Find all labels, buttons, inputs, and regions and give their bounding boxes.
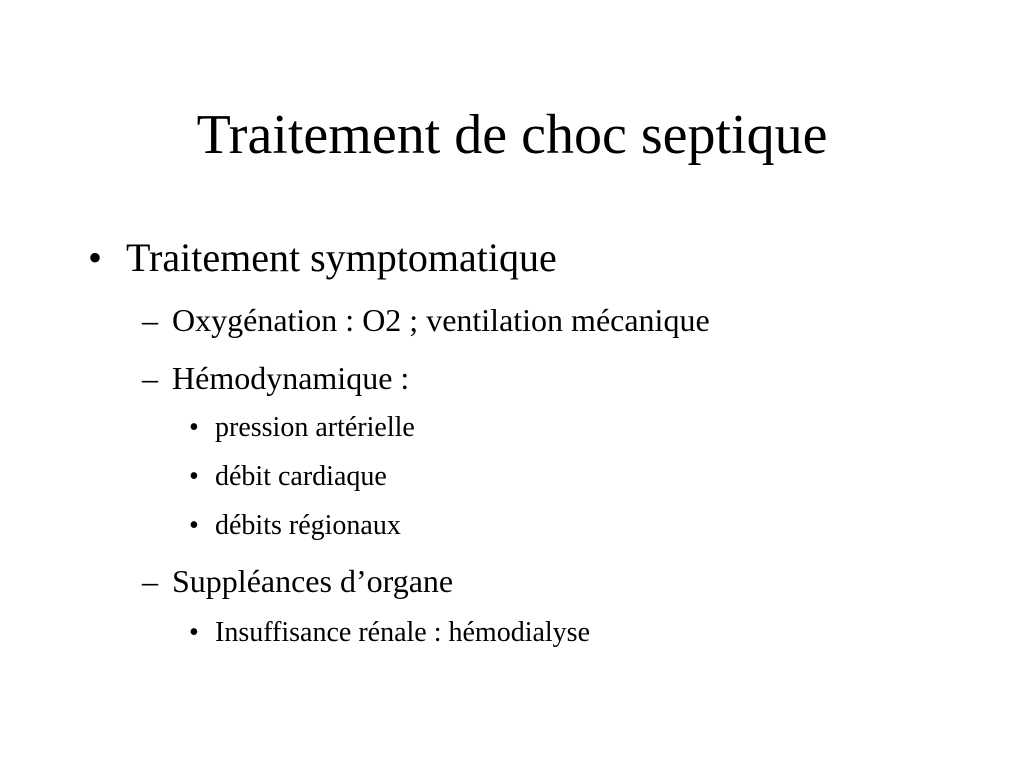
sub-sub-item-pression: [189, 412, 415, 444]
sub-item-text: Oxygénation : O2 ; ventilation mécanique: [172, 302, 710, 338]
sub-sub-item-insuffisance: [189, 617, 591, 649]
sub-sub-item-debit: [189, 461, 387, 493]
sub-sub-item-text: Insuffisance rénale : hémodialyse: [215, 617, 591, 648]
sub-sub-item-debits: [189, 510, 401, 542]
sub-sub-item-text: pression artérielle: [215, 412, 415, 443]
sub-item-oxygenation: [142, 302, 710, 338]
bullet-icon: •: [189, 510, 199, 541]
sub-sub-item-text: débit cardiaque: [215, 461, 387, 492]
sub-sub-item-text: débits régionaux: [215, 510, 401, 541]
dash-icon: –: [142, 302, 158, 338]
dash-icon: –: [142, 563, 158, 599]
sub-item-text: Suppléances d’organe: [172, 563, 454, 599]
bullet-icon: •: [189, 412, 199, 443]
bullet-text: Traitement symptomatique: [126, 235, 557, 280]
bullet-icon: •: [88, 235, 103, 280]
bullet-icon: •: [189, 461, 199, 492]
bullet-item-traitement-symptomatique: [88, 235, 557, 280]
slide-title: Traitement de choc septique: [196, 104, 828, 166]
sub-item-hemodynamique: [142, 360, 410, 396]
dash-icon: –: [142, 360, 158, 396]
bullet-icon: •: [189, 617, 199, 648]
sub-item-text: Hémodynamique :: [172, 360, 410, 396]
sub-item-suppleances: [142, 563, 454, 599]
